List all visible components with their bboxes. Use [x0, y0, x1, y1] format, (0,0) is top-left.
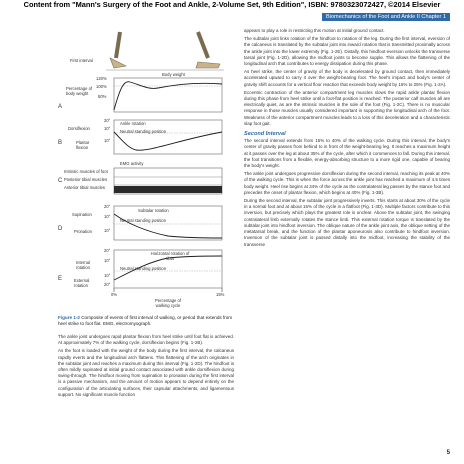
right-column-text: [244, 28, 450, 250]
figure-caption: [58, 315, 234, 326]
horizontal-rotation-label: Horizontal rotation of tibia: [150, 251, 190, 261]
caption-label: Figure 1-2: [58, 315, 80, 320]
supination-label: Supination: [72, 212, 92, 217]
sub-tick-10-up: 10°: [104, 214, 111, 219]
panel-c-plot: [114, 168, 222, 194]
left-column-text: [58, 334, 234, 400]
right-paragraph: The subtalar joint links rotation of the hindfoot to rotation of the leg. During the first interval, eversion of the calcaneus is translated by the subtalar joint into inward rotation that is transmitted proximally across the ankle joint into the lower extremity (Fig. 1-2E). Distally, this hindfoot eversion unlocks the transverse tarsal joint (Fig. 1-2D), allowing the midfoot joints to become supple. This allows the flattening of the longitudinal arch that contributes to energy dissipation during this phase.: [244, 36, 450, 67]
bw-tick-50: 50%: [98, 94, 107, 99]
panel-letter-c: C: [58, 178, 63, 184]
panel-letter-a: A: [58, 104, 63, 110]
sub-tick-20: 20°: [104, 204, 111, 209]
panel-letter-b: B: [58, 140, 63, 146]
right-paragraph: During the second interval, the subtalar joint progressively inverts. This starts at about 30% of the cycle in a normal foot and at about 15% of the cycle in a flatfoot (Fig. 1-3D). Multiple factors contribute to this inversion, but precisely which plays the greatest role is unclear. Above the subtalar joint, the swinging contralateral limb externally rotates the stance limb. This external rotation torque is translated by the subtalar joint into hindfoot inversion. The oblique nature of the ankle joint axis, the oblique setting of the metatarsal break, and the function of the plantar aponeurosis also contribute to hindfoot inversion. Inversion of the subtalar joint is passed distally into the midfoot, increasing the stability of the transverse: [244, 198, 450, 247]
dorsiflexion-label: Dorsiflexion: [68, 126, 90, 131]
left-paragraph: As the foot is loaded with the weight of the body during the first interval, the calcaneus rapidly everts and the longitudinal arch flattens. This flattening of the arch originates in the subtalar joint and reaches a maximum during this interval (Fig. 1-2D). The hindfoot is often mildly supinated at initial ground contact associated with ankle dorsiflexion during swing-through. The hindfoot moving from supination to pronation during the first interval is a passive mechanism, and the amount of motion appears to depend entirely on the configuration of the articulating surfaces, their capsular attachments, and ligamentous support. No significant muscle function: [58, 348, 235, 397]
left-paragraph: The ankle joint undergoes rapid plantar flexion from heel strike until foot flat is achieved. At approximately 7% of the walking cycle, dorsiflexion begins (Fig. 1-2B).: [58, 334, 234, 346]
caption-text: Composite of events of first interval of walking, or period that extends from heel strike to foot flat. EMG, electromyograph.: [58, 315, 233, 326]
tib-tick-10-up: 10°: [104, 258, 111, 263]
right-paragraph: The second interval extends from 15% to 40% of the walking cycle. During this interval, the body's center of gravity passes from behind to in front of the weight-bearing leg. It reaches a maximum height at it passes over the leg at about 35% of the cycle, after which it commences to fall. During this interval, the foot transitions from a flexible, energy-absorbing structure to a more rigid one, capable of bearing the body's weight.: [244, 138, 450, 169]
x-axis-title: Percentage of walking cycle: [154, 298, 182, 308]
internal-rotation-label: Internal rotation: [76, 260, 90, 270]
emg-activity-label: EMG activity: [120, 161, 144, 166]
page-number: 5: [446, 450, 450, 456]
posterior-tibial-label: Posterior tibial muscles: [64, 177, 108, 182]
leg-illustration-heel-strike: [110, 32, 126, 68]
neutral-standing-label-e: Neutral standing position: [120, 266, 167, 271]
pct-body-weight-label: Percentage of body weight: [66, 86, 93, 96]
figure-1-2: [58, 28, 224, 314]
plantar-flexion-label: Plantar flexion: [76, 140, 90, 150]
panel-letter-e: E: [58, 276, 63, 282]
subtalar-rotation-label: Subtalar rotation: [138, 208, 169, 213]
x-tick-15: 15%: [216, 292, 225, 297]
section-heading: Second Interval: [244, 131, 286, 138]
tib-tick-20-up: 20°: [104, 248, 111, 253]
right-paragraph: As heel strike, the center of gravity of the body is decelerated by ground contact, then immediately accelerated upward to carry it over the weight-bearing foot. The heel's impact and body's center of gravity shift accounts for a vertical floor reaction that exceeds body weight by 15% to 25% (Fig. 1-2A).: [244, 69, 450, 87]
ankle-tick-10-down: 10°: [104, 138, 111, 143]
leg-illustration-foot-flat: [196, 32, 220, 68]
sub-tick-10-down: 10°: [104, 228, 111, 233]
ankle-rotation-label: Ankle rotation: [120, 121, 146, 126]
bw-tick-100: 100%: [96, 84, 107, 89]
first-interval-label: First interval: [70, 58, 93, 63]
external-rotation-label: External rotation: [74, 278, 90, 288]
anterior-tibial-label: Anterior tibial muscles: [64, 185, 105, 190]
right-paragraph: The ankle joint undergoes progressive dorsiflexion during the second interval, reaching its peak at 40% of the walking cycle. This is when the force across the ankle joint has reached a maximum of 4.5 times body weight. Heel rise begins at 34% of the cycle as the contralateral leg passes by the stance foot and precedes the onset of plantar flexion, which begins at 40% (Fig. 1-3B).: [244, 171, 450, 195]
right-paragraph: appears to play a role in restricting this motion at initial ground contact.: [244, 28, 385, 33]
body-weight-label: Body weight: [162, 72, 185, 77]
source-banner: Content from "Mann's Surgery of the Foot and Ankle, 2-Volume Set, 9th Edition", ISBN: 9780323072427, ©2014 Elsevier: [23, 0, 441, 9]
ankle-tick-20: 20°: [104, 118, 111, 123]
neutral-standing-label-b: Neutral standing position: [120, 129, 167, 134]
intrinsic-muscles-label: Intrinsic muscles of foot: [64, 169, 108, 174]
neutral-standing-label-d: Neutral standing position: [120, 218, 167, 223]
tib-tick-20-down: 20°: [104, 282, 111, 287]
x-tick-0: 0%: [111, 292, 118, 297]
pronation-label: Pronation: [74, 229, 92, 234]
tib-tick-10-down: 10°: [104, 273, 111, 278]
bw-tick-120: 120%: [96, 76, 107, 81]
panel-letter-d: D: [58, 226, 63, 232]
panel-a-plot: [114, 78, 222, 112]
running-head: Biomechanics of the Foot and Ankle II Chapter 1: [322, 13, 450, 21]
ankle-tick-10-up: 10°: [104, 126, 111, 131]
right-paragraph: Eccentric contraction of the anterior compartment leg muscles slows the rapid ankle plantar flexion during this phase from heel strike until a foot-flat position is reached. The posterior calf muscles all are electrically quiet, as are the intrinsic muscles in the sole of the foot (Fig. 1-2C). There is no muscular response in those muscles usually considered important in supporting the longitudinal arch of the foot. Weakness of the anterior compartment muscles leads to a loss of this deceleration and a characteristic slap foot gait.: [244, 89, 450, 126]
emg-anterior-activity: [114, 186, 222, 193]
